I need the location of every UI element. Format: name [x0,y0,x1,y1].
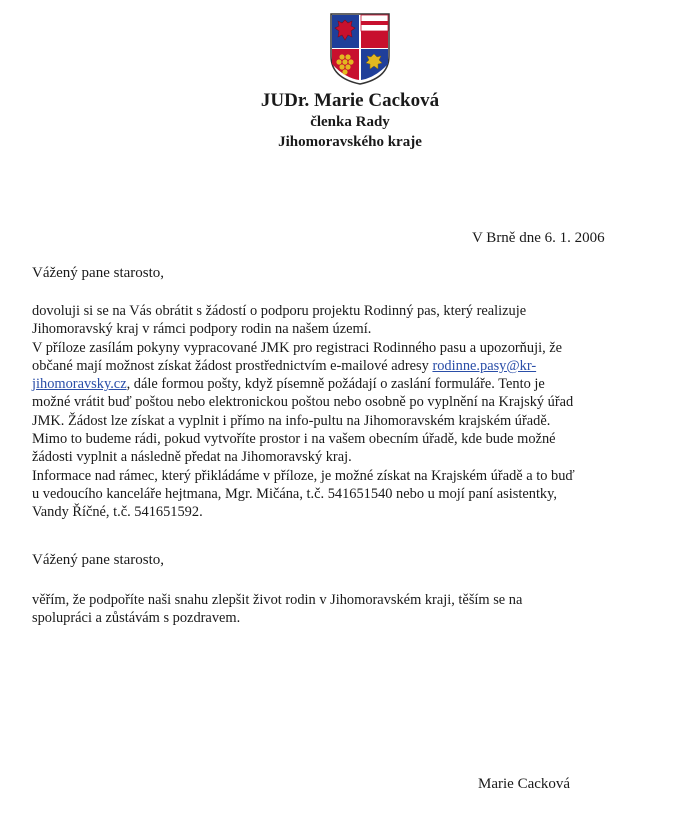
letter-date: V Brně dne 6. 1. 2006 [472,230,605,246]
email-link-continued[interactable]: jihomoravsky.cz [32,376,127,393]
closing-line: věřím, že podpoříte naši snahu zlepšit život rodin v Jihomoravském kraji, těším se na [32,592,523,608]
greeting: Vážený pane starosto, [32,265,165,281]
closing-line: spolupráci a zůstávám s pozdravem. [32,610,241,627]
body-line [32,375,575,393]
body-text: občané mají možnost získat žádost prostřednictvím e-mailové adresy [32,357,429,374]
body-text: , dále formou pošty, když písemně požádají o zaslání formuláře. Tento je [126,376,545,393]
sender-region: Jihomoravského kraje [278,134,422,150]
body-line: Mimo to budeme rádi, pokud vytvoříte prostor i na vašem obecním úřadě, kde bude možné [32,431,556,448]
letter-closing [32,591,522,628]
email-link[interactable]: rodinne.pasy@kr- [432,357,537,374]
sender-header [240,90,460,152]
body-line: Jihomoravský kraj v rámci podpory rodin na našem území. [32,321,372,338]
sender-role: členka Rady [310,114,390,130]
signature: Marie Cacková [478,776,571,792]
body-line: žádosti vyplnit a následně předat na Jihomoravský kraj. [32,449,352,466]
body-line: dovoluji si se na Vás obrátit s žádostí o podporu projektu Rodinný pas, který realizuje [32,303,527,319]
body-line: JMK. Žádost lze získat a vyplnit i přímo na info-pultu na Jihomoravském krajském úřadě. [32,412,551,429]
body-line: u vedoucího kanceláře hejtmana, Mgr. Mičána, t.č. 541651540 nebo u mojí paní asistentky, [32,485,557,502]
body-line: Informace nad rámec, který přikládáme v příloze, je možné získat na Krajském úřadě a to buď [32,467,575,484]
body-line: Vandy Říčné, t.č. 541651592. [32,504,203,521]
body-line: možné vrátit buď poštou nebo elektronickou poštou nebo osobně po vyplnění na Krajský úřad [32,394,574,411]
sender-name: JUDr. Marie Cacková [260,90,440,111]
coat-of-arms-icon [329,12,391,86]
letter-body [32,302,575,522]
body-line [32,357,575,375]
body-line: V příloze zasílám pokyny vypracované JMK pro registraci Rodinného pasu a upozorňuji, že [32,339,563,356]
greeting-second: Vážený pane starosto, [32,552,165,568]
